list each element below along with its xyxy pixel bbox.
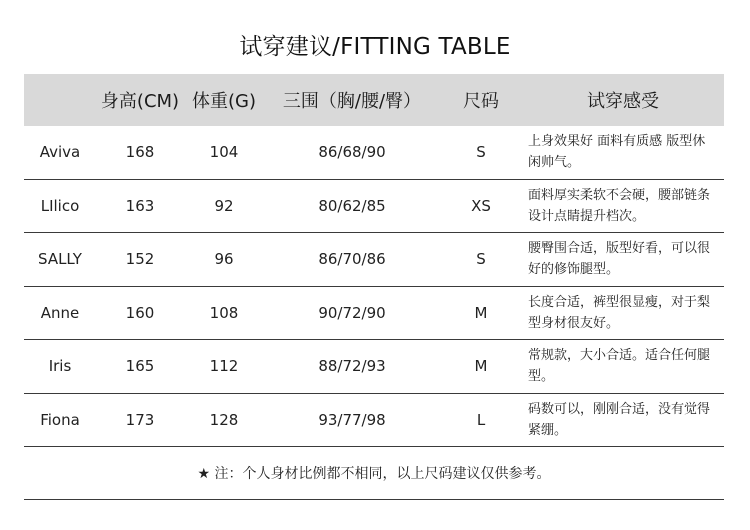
row-weight: 96	[214, 250, 234, 269]
row-height: 152	[125, 250, 155, 269]
row-feel: 常规款，大小合适。适合任何腿型。	[528, 348, 711, 385]
row-weight: 104	[209, 143, 239, 162]
row-weight: 112	[209, 357, 239, 376]
row-measurements: 86/70/86	[318, 250, 386, 269]
header-measurements: 三围（胸/腰/臀）	[282, 91, 422, 112]
row-weight: 92	[214, 196, 234, 215]
table-row	[24, 126, 724, 180]
row-weight: 128	[209, 410, 239, 429]
row-measurements: 88/72/93	[318, 357, 386, 376]
header-feel: 试穿感受	[587, 91, 659, 112]
row-measurements: 93/77/98	[318, 410, 386, 429]
row-measurements: 80/62/85	[318, 196, 386, 215]
table-header	[24, 74, 724, 126]
row-name: Anne	[40, 303, 80, 322]
row-size: M	[474, 357, 488, 376]
row-name: SALLY	[38, 250, 82, 269]
row-feel: 码数可以，刚刚合适，没有觉得紧绷。	[528, 401, 711, 438]
row-measurements: 90/72/90	[318, 303, 386, 322]
row-weight: 108	[209, 303, 239, 322]
row-height: 163	[125, 196, 155, 215]
row-feel: 长度合适，裤型很显瘦，对于梨型身材很友好。	[528, 294, 711, 331]
row-size: S	[476, 143, 486, 162]
row-size: M	[474, 303, 488, 322]
row-size: S	[476, 250, 486, 269]
fitting-table	[24, 74, 724, 500]
row-measurements: 86/68/90	[318, 143, 386, 162]
header-size: 尺码	[463, 91, 499, 112]
row-height: 173	[125, 410, 155, 429]
table-row	[24, 180, 724, 234]
header-weight: 体重(G)	[192, 91, 256, 112]
row-name: LIlico	[40, 196, 80, 215]
row-size: L	[476, 410, 486, 429]
row-name: Aviva	[39, 143, 81, 162]
header-height: 身高(CM)	[100, 91, 180, 112]
table-row	[24, 394, 724, 448]
row-height: 160	[125, 303, 155, 322]
row-feel: 面料厚实柔软不会硬，腰部链条设计点睛提升档次。	[528, 187, 711, 224]
row-height: 165	[125, 357, 155, 376]
row-name: Fiona	[40, 410, 80, 429]
footnote: ★ 注：个人身材比例都不相同，以上尺码建议仅供参考。	[24, 447, 724, 500]
table-row	[24, 233, 724, 287]
row-name: Iris	[48, 357, 72, 376]
row-size: XS	[471, 196, 491, 215]
row-height: 168	[125, 143, 155, 162]
page-title: 试穿建议/FITTING TABLE	[239, 34, 511, 60]
table-row	[24, 287, 724, 341]
row-feel: 上身效果好 面料有质感 版型休闲帅气。	[528, 134, 706, 171]
row-feel: 腰臀围合适，版型好看，可以很好的修饰腿型。	[528, 241, 711, 278]
table-row	[24, 340, 724, 394]
